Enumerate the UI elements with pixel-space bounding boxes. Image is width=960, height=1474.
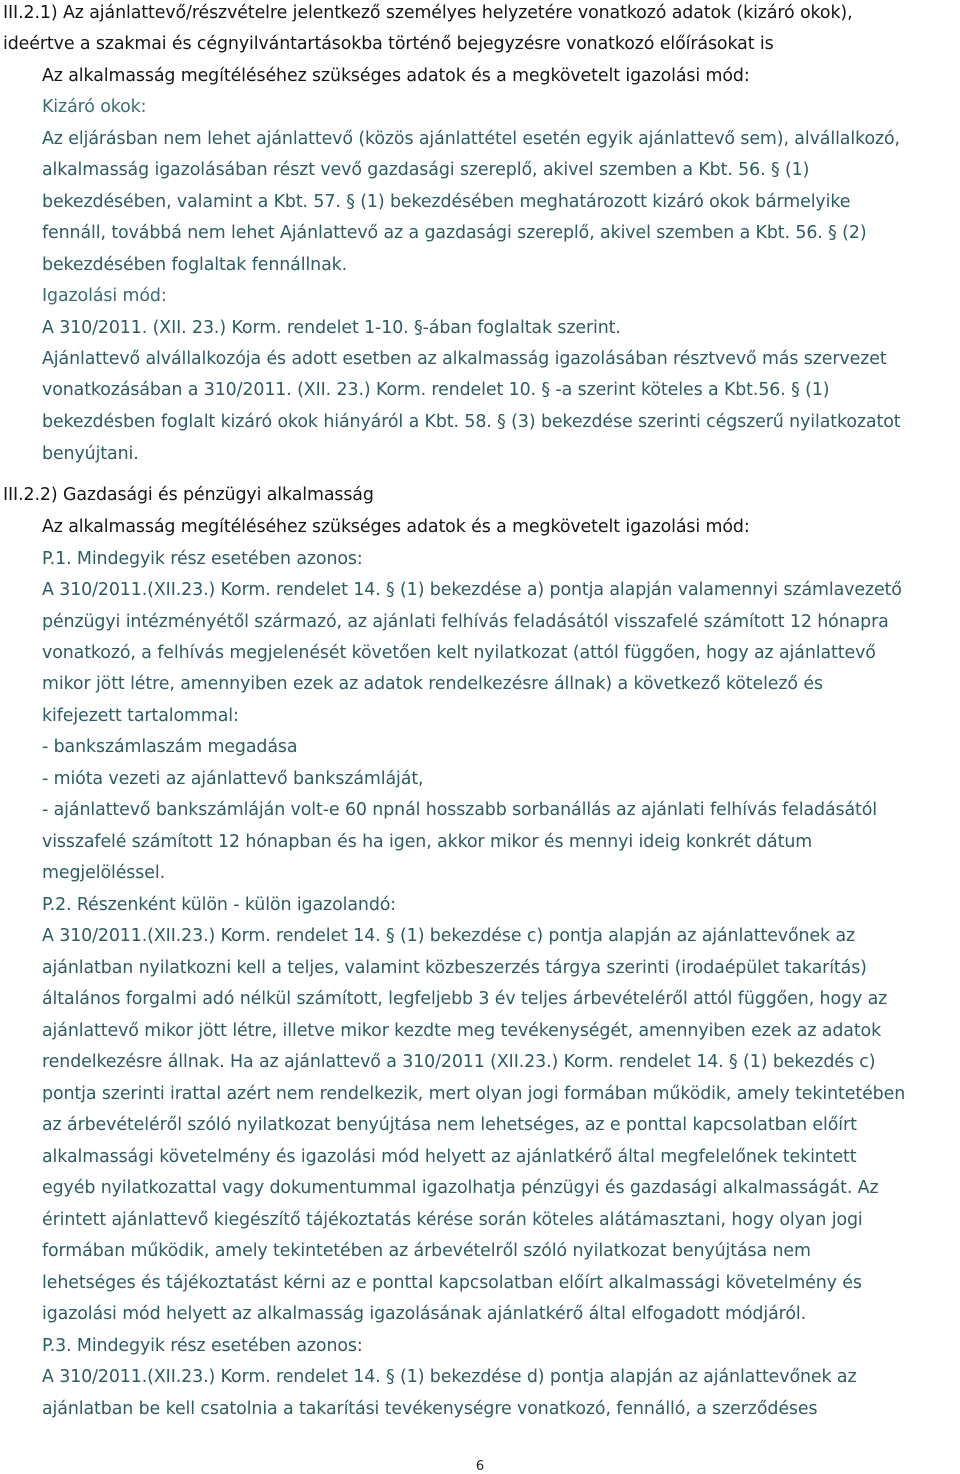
- text-line: benyújtani.: [42, 444, 139, 464]
- text-line: P.3. Mindegyik rész esetében azonos:: [42, 1336, 363, 1356]
- text-line: ajánlatban nyilatkozni kell a teljes, valamint közbeszerzés tárgya szerinti (irodaépület takarítás): [42, 958, 867, 978]
- text-line: egyéb nyilatkozattal vagy dokumentummal igazolhatja pénzügyi és gazdasági alkalmasságát. Az: [42, 1178, 879, 1198]
- text-line: III.2.2) Gazdasági és pénzügyi alkalmasság: [3, 485, 374, 505]
- text-line: lehetséges és tájékoztatást kérni az e ponttal kapcsolatban előírt alkalmassági követelmény és: [42, 1273, 862, 1293]
- text-line: - bankszámlaszám megadása: [42, 737, 298, 757]
- text-line: - ajánlattevő bankszámláján volt-e 60 npnál hosszabb sorbanállás az ajánlati felhívás feladásától: [42, 800, 878, 820]
- text-line: kifejezett tartalommal:: [42, 706, 239, 726]
- text-line: P.1. Mindegyik rész esetében azonos:: [42, 549, 363, 569]
- text-line: A 310/2011. (XII. 23.) Korm. rendelet 1-10. §-ában foglaltak szerint.: [42, 318, 621, 338]
- text-line: Az alkalmasság megítéléséhez szükséges adatok és a megkövetelt igazolási mód:: [42, 517, 750, 537]
- text-line: megjelöléssel.: [42, 863, 165, 883]
- text-line: - mióta vezeti az ajánlattevő bankszámláját,: [42, 769, 424, 789]
- page-number: 6: [475, 1459, 485, 1474]
- text-line: pontja szerinti irattal azért nem rendelkezik, mert olyan jogi formában működik, amely tekintetében: [42, 1084, 906, 1104]
- text-line: Kizáró okok:: [42, 97, 147, 117]
- text-line: formában működik, amely tekintetében az árbevételről szóló nyilatkozat benyújtása nem: [42, 1241, 811, 1261]
- text-line: ajánlatban be kell csatolnia a takarítási tevékenységre vonatkozó, fennálló, a szerződéses: [42, 1399, 818, 1419]
- text-line: Igazolási mód:: [42, 286, 167, 306]
- text-line: A 310/2011.(XII.23.) Korm. rendelet 14. § (1) bekezdése d) pontja alapján az ajánlattevőnek az: [42, 1367, 857, 1387]
- text-line: fennáll, továbbá nem lehet Ajánlattevő az a gazdasági szereplő, akivel szemben a Kbt. 56. § (2): [42, 223, 867, 243]
- text-line: rendelkezésre állnak. Ha az ajánlattevő a 310/2011 (XII.23.) Korm. rendelet 14. § (1) bekezdés c): [42, 1052, 876, 1072]
- text-line: A 310/2011.(XII.23.) Korm. rendelet 14. § (1) bekezdése c) pontja alapján az ajánlattevőnek az: [42, 926, 856, 946]
- text-line: az árbevételéről szóló nyilatkozat benyújtása nem lehetséges, az e ponttal kapcsolatban előírt: [42, 1115, 857, 1135]
- text-line: ideértve a szakmai és cégnyilvántartásokba történő bejegyzésre vonatkozó előírásokat is: [3, 34, 774, 54]
- text-line: Ajánlattevő alvállalkozója és adott esetben az alkalmasság igazolásában résztvevő más szervezet: [42, 349, 887, 369]
- text-line: visszafelé számított 12 hónapban és ha igen, akkor mikor és mennyi ideig konkrét dátum: [42, 832, 813, 852]
- text-line: bekezdésében, valamint a Kbt. 57. § (1) bekezdésében meghatározott kizáró okok bármelyike: [42, 192, 851, 212]
- text-line: bekezdésben foglalt kizáró okok hiányáról a Kbt. 58. § (3) bekezdése szerinti cégszerű nyilatkozatot: [42, 412, 901, 432]
- text-line: alkalmassági követelmény és igazolási mód helyett az ajánlatkérő által megfelelőnek tekintett: [42, 1147, 857, 1167]
- text-line: A 310/2011.(XII.23.) Korm. rendelet 14. § (1) bekezdése a) pontja alapján valamennyi számlavezető: [42, 580, 902, 600]
- text-line: érintett ajánlattevő kiegészítő tájékoztatás kérése során köteles alátámasztani, hogy olyan jogi: [42, 1210, 863, 1230]
- text-line: ajánlattevő mikor jött létre, illetve mikor kezdte meg tevékenységét, amennyiben ezek az adatok: [42, 1021, 882, 1041]
- text-line: bekezdésében foglaltak fennállnak.: [42, 255, 348, 275]
- text-line: pénzügyi intézményétől származó, az ajánlati felhívás feladásától visszafelé számított 12 hónapra: [42, 612, 889, 632]
- text-line: mikor jött létre, amennyiben ezek az adatok rendelkezésre állnak) a következő kötelező és: [42, 674, 823, 694]
- text-line: P.2. Részenként külön - külön igazolandó:: [42, 895, 397, 915]
- text-line: Az alkalmasság megítéléséhez szükséges adatok és a megkövetelt igazolási mód:: [42, 66, 750, 86]
- text-line: III.2.1) Az ajánlattevő/részvételre jelentkező személyes helyzetére vonatkozó adatok (kizáró okok),: [3, 3, 853, 23]
- text-line: alkalmasság igazolásában részt vevő gazdasági szereplő, akivel szemben a Kbt. 56. § (1): [42, 160, 810, 180]
- text-line: vonatkozásában a 310/2011. (XII. 23.) Korm. rendelet 10. § -a szerint köteles a Kbt.56. § (1): [42, 380, 830, 400]
- text-line: Az eljárásban nem lehet ajánlattevő (közös ajánlattétel esetén egyik ajánlattevő sem), alvállalkozó,: [42, 129, 900, 149]
- text-line: igazolási mód helyett az alkalmasság igazolásának ajánlatkérő által elfogadott módjáról.: [42, 1304, 807, 1324]
- text-line: vonatkozó, a felhívás megjelenését követően kelt nyilatkozat (attól függően, hogy az ajánlattevő: [42, 643, 876, 663]
- text-line: általános forgalmi adó nélkül számított, legfeljebb 3 év teljes árbevételéről attól függően, hogy az: [42, 989, 888, 1009]
